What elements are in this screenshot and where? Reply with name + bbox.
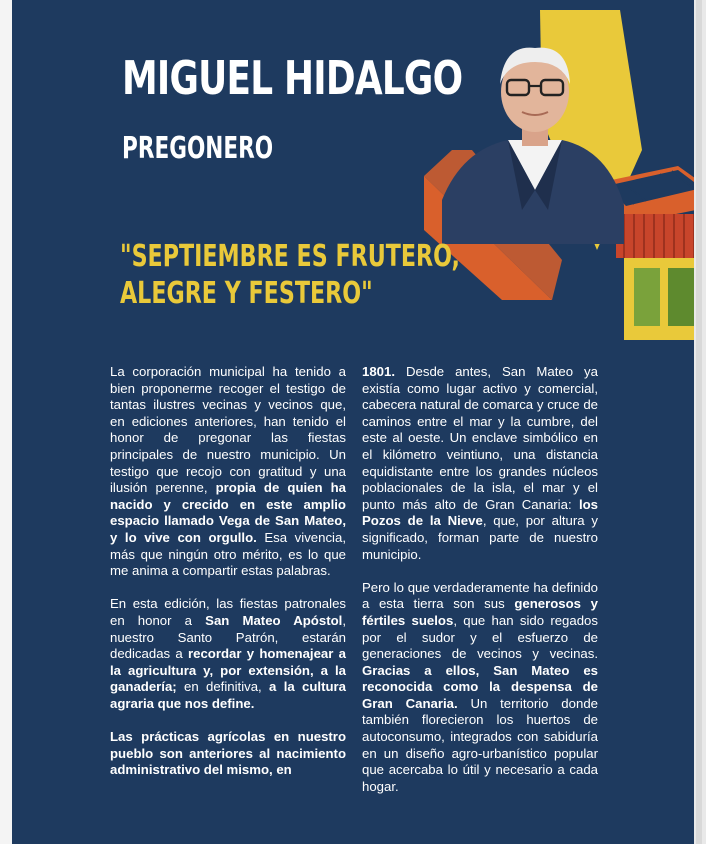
paragraph xyxy=(110,364,346,580)
adjacent-page-edge xyxy=(694,0,706,844)
text-run: Un territorio donde también florecieron los huertos de autoconsumo, integrados con sabiduría en un diseño agro-urbanístico popular que acercaba lo útil y necesario a cada hogar. xyxy=(362,695,598,794)
page-title: MIGUEL HIDALGO xyxy=(122,51,463,105)
paragraph xyxy=(362,364,598,563)
paragraph xyxy=(110,729,346,779)
bold-text: los Pozos de la Nieve xyxy=(362,496,598,529)
text-run: , nuestro Santo Patrón, estarán dedicadas a xyxy=(110,612,346,662)
text-column-right xyxy=(362,364,598,812)
text-run: Desde antes, San Mateo ya existía como lugar activo y comercial, cabecera natural de comarca y cruce de caminos entre el mar y la cumbre, del este al oeste. Un enclave simbólico en el kilómetro veintiuno, una distancia equidistante entre los grandes núcleos poblacionales de la isla, el mar y el punto más alto de Gran Canaria: xyxy=(362,364,598,512)
text-run: Esa vivencia, más que ningún otro mérito, es lo que me anima a compartir estas palabras. xyxy=(110,529,346,579)
bold-text: a la cultura agraria que nos define. xyxy=(110,679,346,711)
bold-text: generosos y fértiles suelos xyxy=(362,596,598,628)
bold-text: recordar y homenajear a la agricultura y, por extensión, a la ganadería; xyxy=(110,646,346,695)
text-run: Pero lo que verdaderamente ha definido a esta tierra son sus xyxy=(362,579,598,612)
text-run: , que, por altura y significado, forman parte de nuestro municipio. xyxy=(362,513,599,562)
bold-text: Las prácticas agrícolas en nuestro pueblo son anteriores al nacimiento administrativo del mismo, en xyxy=(110,729,346,778)
text-run: La corporación municipal ha tenido a bien proponerme recoger el testigo de tantas ilustres vecinas y vecinos que, en ediciones anteriores, han tenido el honor de pregonar las fiestas principales de nuestro municipio. Un testigo que recojo con gratitud y una ilusión perenne, xyxy=(110,364,346,496)
text-run: en definitiva, xyxy=(176,679,270,695)
text-run: En esta edición, las fiestas patronales en honor a xyxy=(110,596,346,628)
bold-text: 1801. xyxy=(362,364,396,379)
text-column-left xyxy=(110,364,346,795)
paragraph xyxy=(110,596,346,712)
quote-line-2: ALEGRE Y FESTERO" xyxy=(120,276,373,311)
bold-text: Gracias a ellos, San Mateo es reconocida como la despensa de Gran Canaria. xyxy=(362,662,598,711)
bold-text: propia de quien ha nacido y crecido en este amplio espacio llamado Vega de San Mateo, y lo vive con orgullo. xyxy=(110,480,347,545)
bold-text: San Mateo Apóstol xyxy=(205,612,343,628)
pull-quote xyxy=(120,238,460,312)
document-page xyxy=(12,0,694,844)
subtitle-role: PREGONERO xyxy=(122,131,274,166)
text-run: , que han sido regados por el sudor y el esfuerzo de generaciones de vecinos y vecinas. xyxy=(362,612,598,662)
paragraph xyxy=(362,580,598,796)
quote-line-1: "SEPTIEMBRE ES FRUTERO, xyxy=(120,239,460,274)
